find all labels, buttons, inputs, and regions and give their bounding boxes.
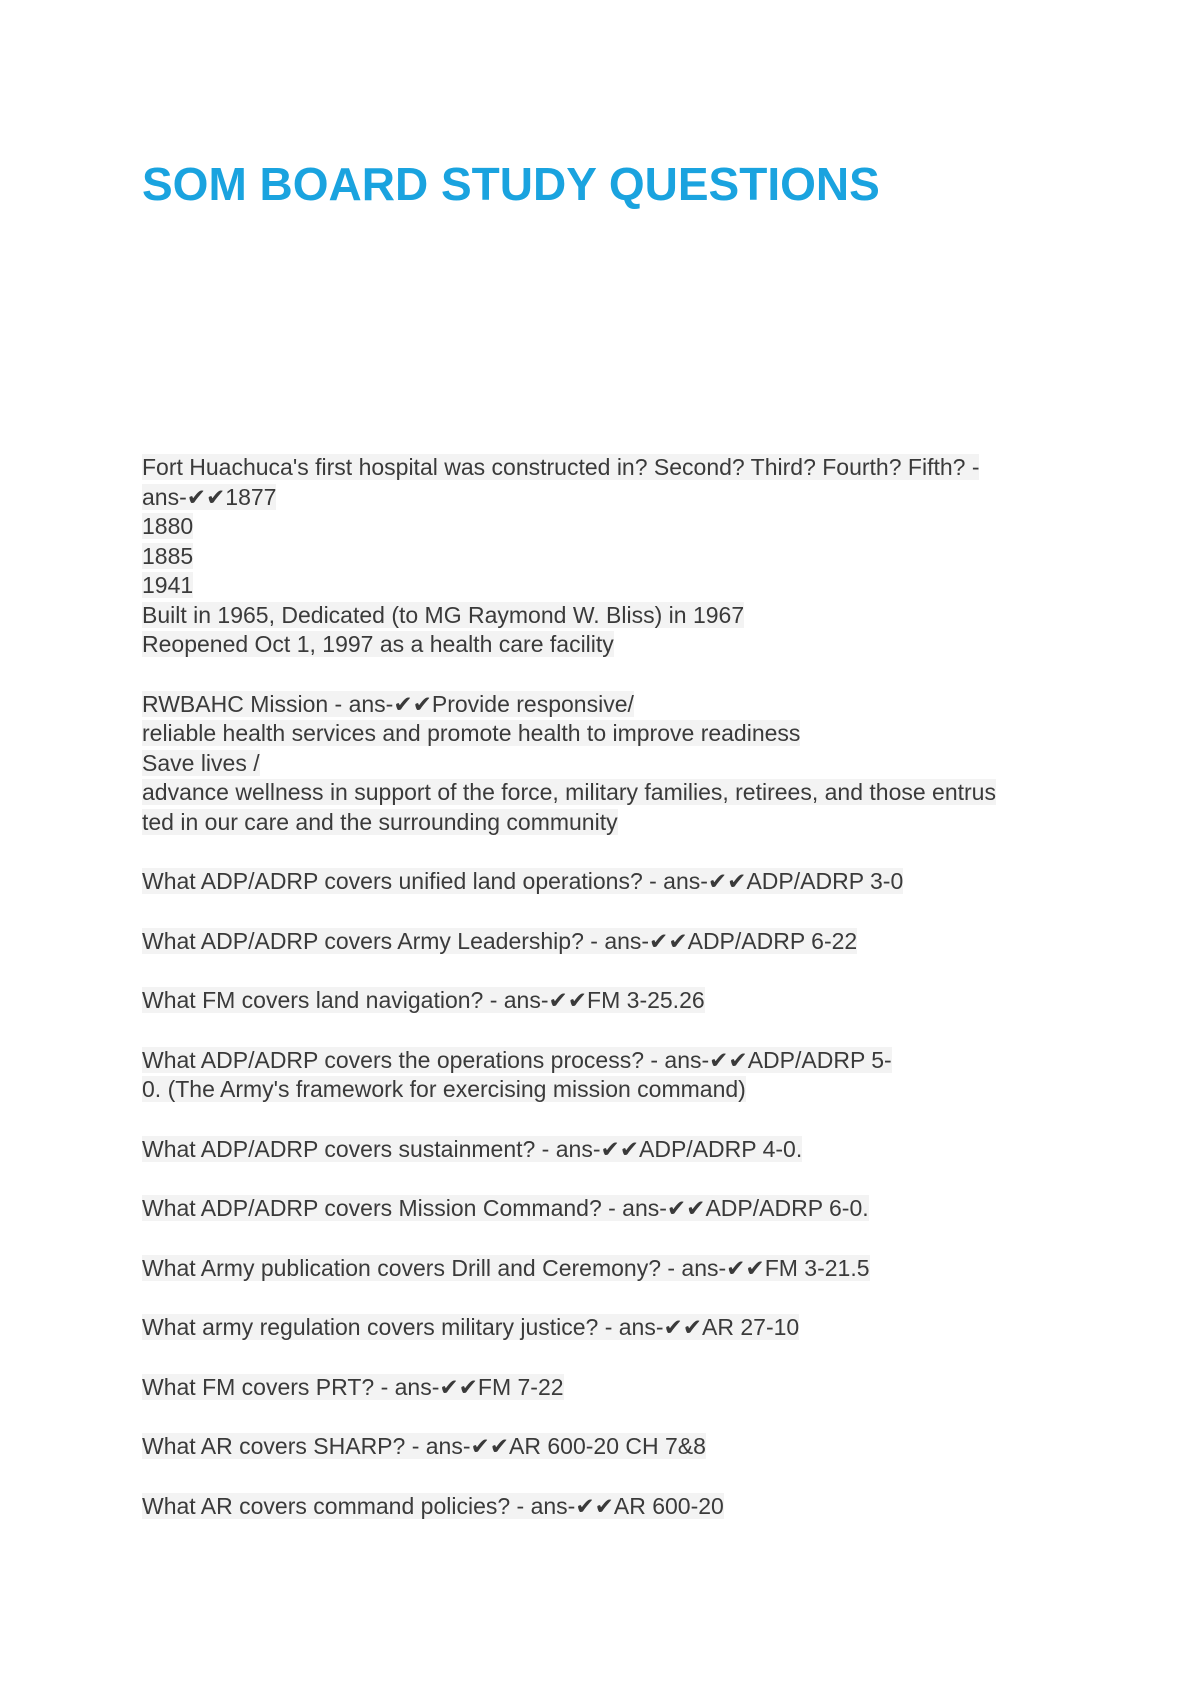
qa-item [142, 453, 1082, 660]
qa-line: ted in our care and the surrounding community [142, 808, 618, 835]
qa-line: What FM covers PRT? - ans-✔✔FM 7-22 [142, 1373, 564, 1400]
qa-line: What ADP/ADRP covers Army Leadership? - ans-✔✔ADP/ADRP 6-22 [142, 927, 858, 954]
qa-line: What army regulation covers military justice? - ans-✔✔AR 27-10 [142, 1314, 800, 1340]
qa-item [142, 1313, 1082, 1343]
qa-line: 1885 [142, 542, 194, 569]
qa-line: What AR covers command policies? - ans-✔✔AR 600-20 [142, 1492, 724, 1519]
qa-line: advance wellness in support of the force, military families, retirees, and those entrus [142, 779, 996, 805]
qa-item [142, 1135, 1082, 1165]
qa-item [142, 1373, 1082, 1403]
qa-line: ans-✔✔1877 [142, 483, 277, 510]
qa-line: What ADP/ADRP covers Mission Command? - ans-✔✔ADP/ADRP 6-0. [142, 1195, 869, 1221]
qa-line: What ADP/ADRP covers sustainment? - ans-✔✔ADP/ADRP 4-0. [142, 1135, 803, 1162]
qa-line: What Army publication covers Drill and Ceremony? - ans-✔✔FM 3-21.5 [142, 1254, 870, 1281]
qa-item [142, 1492, 1082, 1522]
qa-line: What AR covers SHARP? - ans-✔✔AR 600-20 CH 7&8 [142, 1433, 706, 1459]
qa-line: Save lives / [142, 749, 260, 776]
qa-line: RWBAHC Mission - ans-✔✔Provide responsive/ [142, 690, 634, 717]
qa-item [142, 867, 1082, 897]
qa-line: 1880 [142, 513, 194, 539]
qa-line: What ADP/ADRP covers the operations process? - ans-✔✔ADP/ADRP 5- [142, 1046, 892, 1073]
qa-line: 1941 [142, 572, 194, 598]
qa-line: Reopened Oct 1, 1997 as a health care facility [142, 631, 614, 657]
qa-line: reliable health services and promote health to improve readiness [142, 720, 801, 746]
qa-line: What FM covers land navigation? - ans-✔✔FM 3-25.26 [142, 987, 705, 1013]
qa-line: Fort Huachuca's first hospital was constructed in? Second? Third? Fourth? Fifth? - [142, 454, 980, 480]
qa-item [142, 1432, 1082, 1462]
qa-list [142, 453, 1082, 1551]
qa-line: 0. (The Army's framework for exercising mission command) [142, 1076, 746, 1102]
qa-line: Built in 1965, Dedicated (to MG Raymond W. Bliss) in 1967 [142, 601, 745, 628]
qa-item [142, 986, 1082, 1016]
qa-item [142, 1254, 1082, 1284]
qa-item [142, 1046, 1082, 1105]
qa-item [142, 1194, 1082, 1224]
qa-item [142, 690, 1082, 838]
qa-line: What ADP/ADRP covers unified land operations? - ans-✔✔ADP/ADRP 3-0 [142, 868, 904, 894]
document-title: SOM BOARD STUDY QUESTIONS [142, 158, 880, 210]
qa-item [142, 927, 1082, 957]
